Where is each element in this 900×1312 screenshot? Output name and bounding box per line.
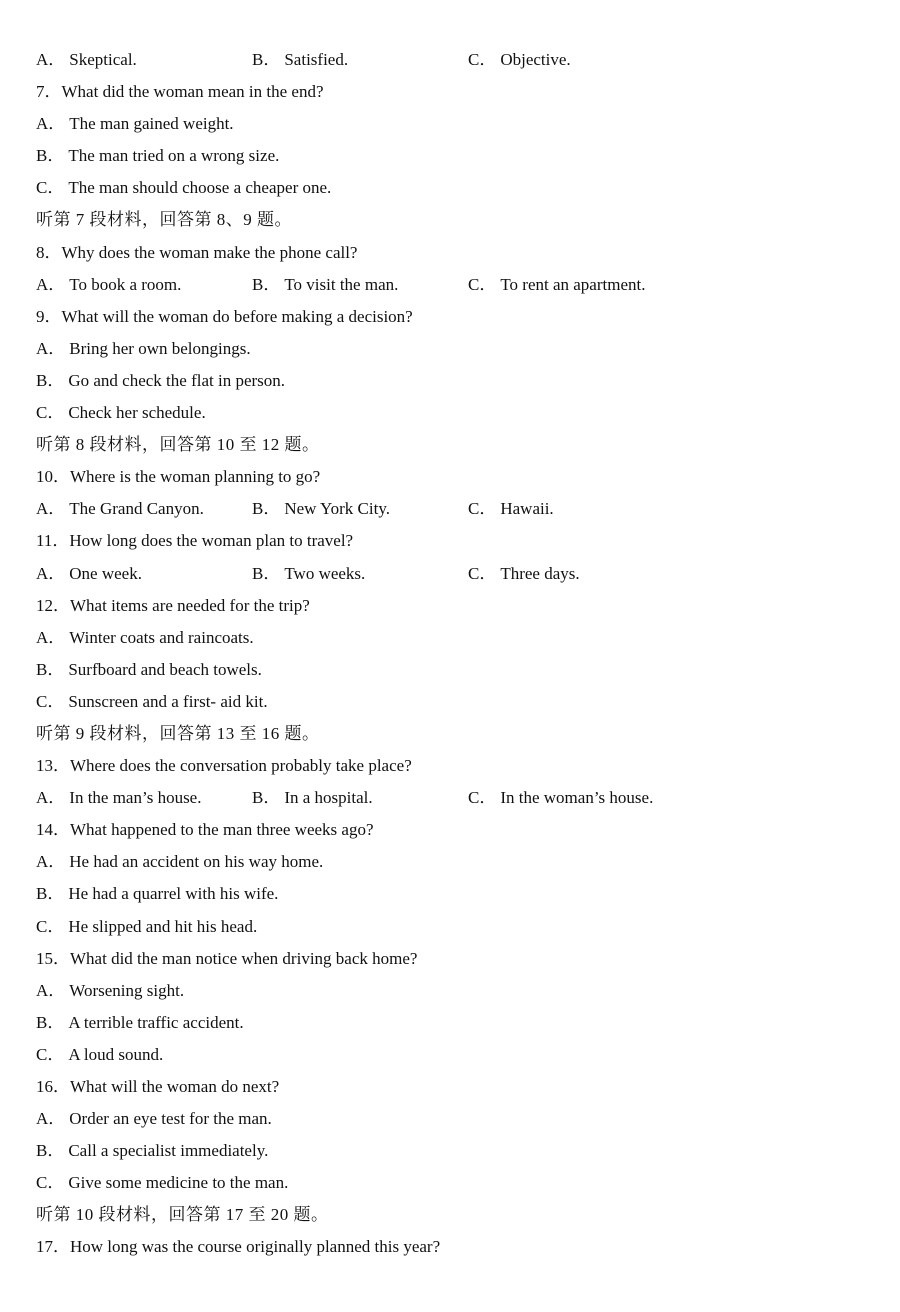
option-text: The man gained weight. [69, 114, 234, 134]
answer-option [468, 782, 653, 814]
option-text: Three days. [500, 563, 580, 583]
question-text: 15．What did the man notice when driving back home? [36, 948, 418, 968]
option-letter: C． [468, 50, 497, 69]
option-text: Sunscreen and a first- aid kit. [68, 691, 268, 711]
option-text: Order an eye test for the man. [69, 1109, 272, 1129]
answer-option [36, 558, 142, 590]
option-letter: B． [252, 499, 281, 519]
option-text: In the man’s house. [69, 788, 202, 808]
section-instruction: 听第 7 段材料，回答第 8、9 题。 [36, 210, 292, 230]
exam-page [36, 44, 880, 1264]
option-letter: C． [36, 1173, 65, 1193]
answer-option [36, 686, 880, 718]
answer-option [36, 622, 880, 654]
option-text: A loud sound. [68, 1044, 164, 1064]
option-text: Worsening sight. [69, 980, 185, 1000]
answer-option [36, 1135, 880, 1167]
option-letter: C． [468, 499, 497, 519]
answer-option [36, 172, 880, 204]
answer-option [36, 846, 880, 878]
option-text: New York City. [284, 499, 390, 519]
answer-option [36, 1167, 880, 1199]
option-letter: B． [252, 274, 281, 294]
option-text: Go and check the flat in person. [68, 370, 286, 390]
options-row [36, 493, 880, 525]
option-text: Objective. [500, 50, 571, 69]
question-text: 16．What will the woman do next? [36, 1077, 280, 1096]
answer-option [252, 782, 373, 814]
option-text: In a hospital. [284, 788, 373, 808]
option-text: He slipped and hit his head. [68, 916, 258, 936]
option-letter: A． [36, 980, 66, 1000]
section-instruction: 听第 8 段材料，回答第 10 至 12 题。 [36, 435, 320, 455]
answer-option [252, 269, 398, 301]
option-letter: A． [36, 563, 66, 583]
question-text: 11．How long does the woman plan to travel? [36, 531, 354, 551]
question-text: 13．Where does the conversation probably take place? [36, 756, 412, 776]
question-text: 14．What happened to the man three weeks ago? [36, 820, 374, 840]
option-letter: B． [36, 659, 65, 679]
option-letter: C． [36, 1044, 65, 1064]
answer-option [468, 558, 580, 590]
option-letter: C． [36, 403, 65, 423]
answer-option [468, 44, 571, 76]
answer-option [36, 911, 880, 943]
answer-option [36, 782, 201, 814]
option-text: The man tried on a wrong size. [68, 146, 280, 166]
option-text: Satisfied. [284, 50, 349, 69]
option-letter: C． [36, 178, 65, 198]
question-text: 7．What did the woman mean in the end? [36, 82, 324, 102]
option-text: Check her schedule. [68, 403, 206, 423]
answer-option [36, 1007, 880, 1039]
answer-option [252, 493, 390, 525]
option-text: The man should choose a cheaper one. [68, 178, 332, 198]
answer-option [36, 365, 880, 397]
question-text: 10．Where is the woman planning to go? [36, 467, 321, 487]
answer-option [36, 1103, 880, 1135]
option-text: Surfboard and beach towels. [68, 659, 262, 679]
option-letter: B． [36, 1141, 65, 1161]
answer-option [36, 975, 880, 1007]
answer-option [252, 558, 365, 590]
option-letter: A． [36, 788, 66, 808]
answer-option [36, 493, 204, 525]
answer-option [36, 397, 880, 429]
option-letter: C． [468, 563, 497, 583]
option-letter: A． [36, 627, 66, 647]
option-letter: A． [36, 852, 66, 872]
option-text: He had a quarrel with his wife. [68, 884, 279, 904]
option-letter: A． [36, 499, 66, 519]
option-letter: A． [36, 338, 66, 358]
question-text: 17．How long was the course originally planned this year? [36, 1237, 441, 1257]
option-letter: A． [36, 50, 66, 69]
option-letter: B． [36, 884, 65, 904]
answer-option [468, 493, 554, 525]
option-text: Hawaii. [500, 499, 554, 519]
option-letter: C． [36, 916, 65, 936]
option-text: A terrible traffic accident. [68, 1012, 244, 1032]
answer-option [36, 1039, 880, 1071]
option-letter: A． [36, 1109, 66, 1129]
option-letter: B． [36, 1012, 65, 1032]
answer-option [36, 44, 137, 76]
question-text: 8．Why does the woman make the phone call? [36, 242, 358, 262]
option-text: The Grand Canyon. [69, 499, 204, 519]
option-text: Two weeks. [284, 563, 366, 583]
section-instruction: 听第 9 段材料，回答第 13 至 16 题。 [36, 723, 320, 743]
options-row [36, 44, 880, 76]
option-letter: B． [36, 370, 65, 390]
option-letter: B． [252, 788, 281, 808]
option-text: Skeptical. [69, 50, 137, 69]
question-text: 12．What items are needed for the trip? [36, 595, 310, 615]
option-text: In the woman’s house. [500, 788, 654, 808]
option-text: Winter coats and raincoats. [69, 627, 254, 647]
answer-option [468, 269, 645, 301]
option-text: Bring her own belongings. [69, 338, 251, 358]
answer-option [36, 878, 880, 910]
question-text: 9．What will the woman do before making a decision? [36, 306, 413, 326]
option-text: To rent an apartment. [500, 274, 646, 294]
option-text: One week. [69, 563, 142, 583]
option-text: He had an accident on his way home. [69, 852, 324, 872]
option-letter: B． [252, 50, 281, 69]
answer-option [36, 269, 181, 301]
options-row [36, 269, 880, 301]
option-letter: A． [36, 114, 66, 134]
option-letter: C． [468, 788, 497, 808]
section-instruction: 听第 10 段材料，回答第 17 至 20 题。 [36, 1205, 329, 1225]
answer-option [36, 108, 880, 140]
option-text: Give some medicine to the man. [68, 1173, 289, 1193]
option-letter: B． [252, 563, 281, 583]
answer-option [252, 44, 348, 76]
answer-option [36, 333, 880, 365]
option-letter: C． [468, 274, 497, 294]
option-letter: B． [36, 146, 65, 166]
option-text: To book a room. [69, 274, 182, 294]
option-letter: C． [36, 691, 65, 711]
answer-option [36, 140, 880, 172]
option-letter: A． [36, 274, 66, 294]
option-text: Call a specialist immediately. [68, 1141, 269, 1161]
options-row [36, 558, 880, 590]
answer-option [36, 654, 880, 686]
options-row [36, 782, 880, 814]
option-text: To visit the man. [284, 274, 399, 294]
